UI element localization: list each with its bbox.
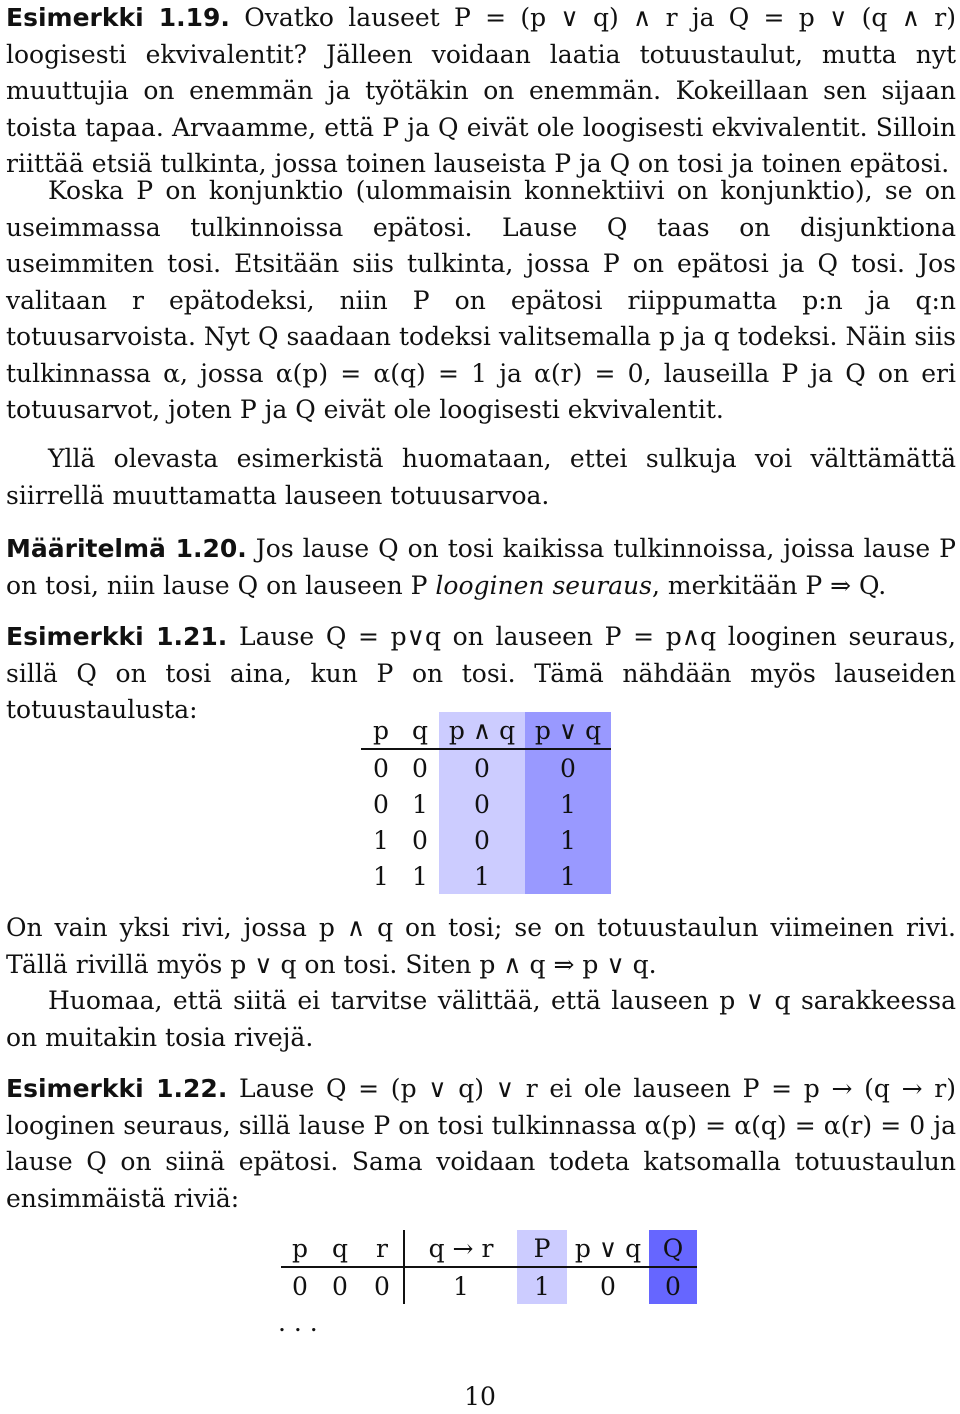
table-cell: 1 — [404, 1267, 517, 1304]
page-number: 10 — [464, 1382, 496, 1411]
header-cell: P — [517, 1230, 567, 1267]
table-ellipsis: . . . — [278, 1308, 318, 1337]
header-cell: q → r — [404, 1230, 517, 1267]
truth-table-1 — [361, 712, 611, 894]
table-cell: 1 — [525, 822, 611, 858]
table-cell: 0 — [649, 1267, 697, 1304]
example-text: Ovatko lauseet P = (p ∨ q) ∧ r ja Q = p ∨ (q ∧ r) loogisesti ekvivalentit? Jälleen voidaan laatia totuustaulut, mutta nyt muuttujia on enemmän ja työtäkin on enemmän. Kokeillaan sen sijaan toista tapaa. Arvaamme, että P ja Q eivät ole loogisesti ekvivalentit. Silloin riittää etsiä tulkinta, jossa toinen lauseista P ja Q on tosi ja toinen epätosi. — [6, 3, 956, 178]
header-cell: r — [361, 1230, 404, 1267]
definition-title: Määritelmä 1.20. — [6, 534, 247, 563]
example-title: Esimerkki 1.22. — [6, 1074, 228, 1103]
definition-1-20 — [6, 531, 956, 604]
truth-table-row — [281, 1267, 697, 1304]
truth-table-2 — [281, 1230, 697, 1304]
example-text: Lause Q = (p ∨ q) ∨ r ei ole lauseen P = p → (q → r) looginen seuraus, sillä lause P on tosi tulkinnassa α(p) = α(q) = α(r) = 0 ja lause Q on siinä epätosi. Sama voidaan todeta katsomalla totuustaulun ensimmäistä riviä: — [6, 1074, 956, 1213]
table-cell: 0 — [525, 749, 611, 786]
truth-table-row — [361, 822, 611, 858]
table-cell: 1 — [412, 789, 428, 819]
table-cell: 1 — [439, 858, 525, 894]
header-cell: p — [361, 712, 401, 749]
table-cell: 1 — [517, 1267, 567, 1304]
truth-table-row — [361, 858, 611, 894]
table-cell: 0 — [332, 1271, 348, 1301]
truth-table-header — [281, 1230, 697, 1267]
example-1-19-paragraph-2: Koska P on konjunktio (ulommaisin konnektiivi on konjunktio), se on useimmassa tulkinnoissa epätosi. Lause Q taas on disjunktiona useimmiten tosi. Etsitään siis tulkinta, jossa P on epätosi ja Q tosi. Jos valitaan r epätodeksi, niin P on epätosi riippumatta p:n ja q:n totuusarvoista. Nyt Q saadaan todeksi valitsemalla p ja q todeksi. Näin siis tulkinnassa α, jossa α(p) = α(q) = 1 ja α(r) = 0, lauseilla P ja Q on eri totuusarvot, joten P ja Q eivät ole loogisesti ekvivalentit. — [6, 176, 956, 424]
remark-paragraph: Yllä olevasta esimerkistä huomataan, ettei sulkuja voi välttämättä siirrellä muuttamatta lauseen totuusarvoa. — [6, 444, 956, 510]
header-cell: p ∨ q — [525, 712, 611, 749]
table-cell: 0 — [439, 822, 525, 858]
truth-table-row — [361, 749, 611, 786]
example-1-22 — [6, 1071, 956, 1217]
header-cell: p ∨ q — [567, 1230, 649, 1267]
example-title: Esimerkki 1.21. — [6, 622, 228, 651]
definition-text-end: , merkitään P ⇒ Q. — [651, 570, 887, 600]
table-cell: 0 — [374, 1271, 390, 1301]
table-cell: 0 — [373, 753, 389, 783]
after-table-paragraph: On vain yksi rivi, jossa p ∧ q on tosi; se on totuustaulun viimeinen rivi. Tällä rivillä myös p ∨ q on tosi. Siten p ∧ q ⇒ p ∨ q. — [6, 913, 956, 979]
header-cell: p — [281, 1230, 319, 1267]
table-cell: 0 — [373, 789, 389, 819]
truth-table-header — [361, 712, 611, 749]
definition-term: looginen seuraus — [435, 570, 652, 600]
table-cell: 0 — [292, 1271, 308, 1301]
example-1-19 — [6, 0, 956, 183]
table-cell: 1 — [373, 861, 389, 891]
header-cell: q — [319, 1230, 361, 1267]
table-cell: 1 — [373, 825, 389, 855]
table-cell: 1 — [525, 786, 611, 822]
table-cell: 1 — [412, 861, 428, 891]
after-table-note: Huomaa, että siitä ei tarvitse välittää, että lauseen p ∨ q sarakkeessa on muitakin tosia rivejä. — [6, 986, 956, 1052]
header-cell: Q — [649, 1230, 697, 1267]
table-cell: 0 — [439, 786, 525, 822]
definition-text: Jos lause Q on tosi kaikissa tulkinnoissa, joissa lause P on tosi, niin lause Q on lauseen P — [6, 534, 956, 600]
table-cell: 1 — [525, 858, 611, 894]
example-title: Esimerkki 1.19. — [6, 3, 230, 32]
table-cell: 0 — [439, 749, 525, 786]
table-cell: 0 — [412, 753, 428, 783]
example-text: Lause Q = p∨q on lauseen P = p∧q looginen seuraus, sillä Q on tosi aina, kun P on tosi. Tämä nähdään myös lauseiden totuustaulusta: — [6, 622, 956, 724]
table-cell: 0 — [412, 825, 428, 855]
header-cell: p ∧ q — [439, 712, 525, 749]
truth-table-row — [361, 786, 611, 822]
header-cell: q — [401, 712, 439, 749]
table-cell: 0 — [600, 1271, 616, 1301]
